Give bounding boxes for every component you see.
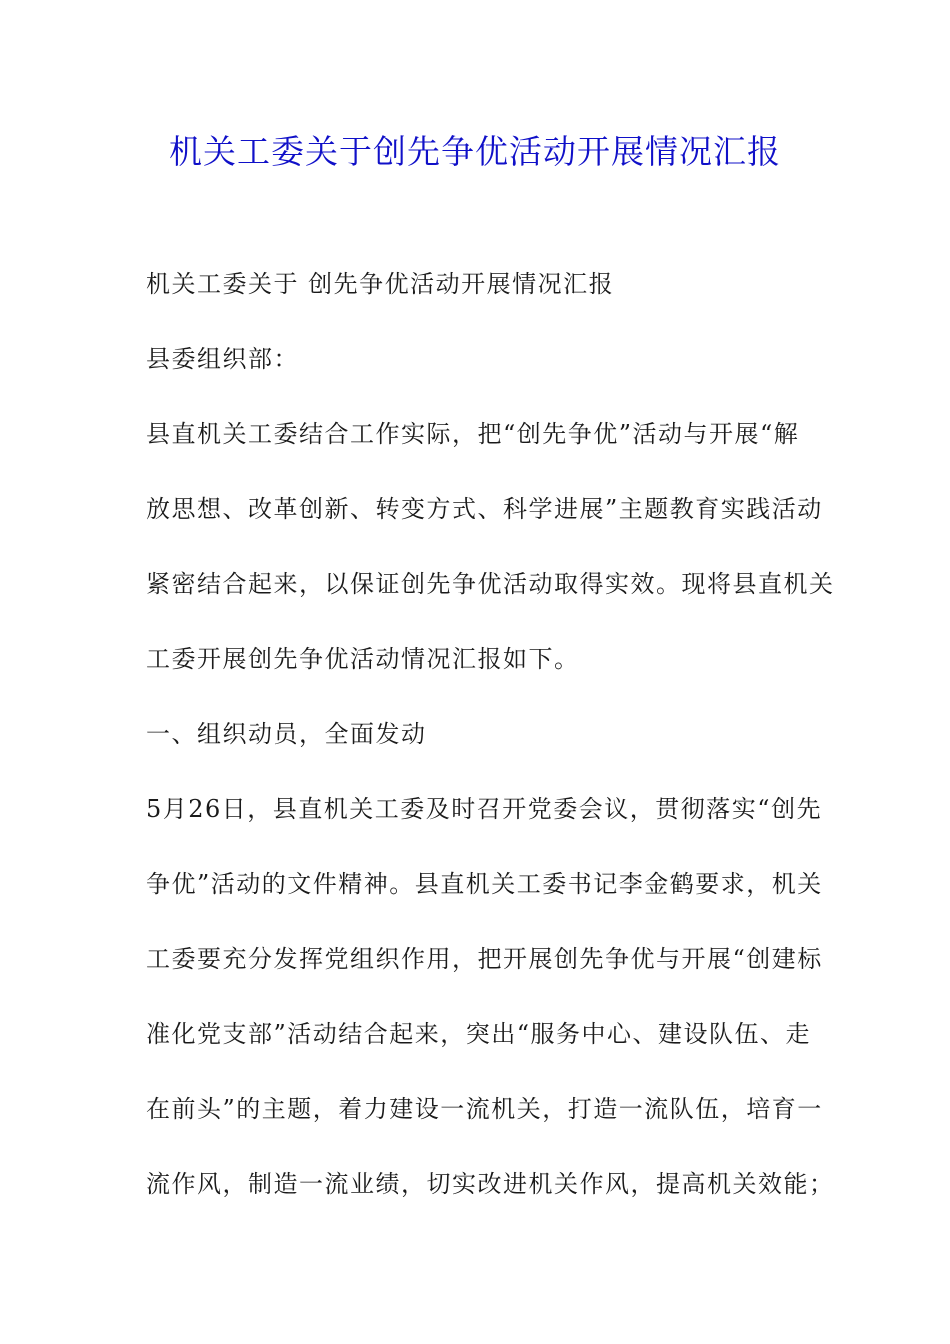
paragraph-line: 放思想、改革创新、转变方式、科学进展”主题教育实践活动 — [146, 495, 823, 523]
paragraph-line: 工委开展创先争优活动情况汇报如下。 — [146, 645, 580, 673]
section-heading: 一、组织动员，全面发动 — [146, 720, 427, 748]
document-body — [146, 247, 835, 1222]
paragraph-line: 紧密结合起来，以保证创先争优活动取得实效。现将县直机关 — [146, 570, 835, 598]
subtitle-line: 机关工委关于 创先争优活动开展情况汇报 — [146, 270, 615, 298]
paragraph-line: 在前头”的主题，着力建设一流机关，打造一流队伍，培育一 — [146, 1095, 823, 1123]
paragraph-line: 准化党支部”活动结合起来，突出“服务中心、建设队伍、走 — [146, 1020, 812, 1048]
paragraph-line: 流作风，制造一流业绩，切实改进机关作风，提高机关效能； — [146, 1170, 835, 1198]
document-title: 机关工委关于创先争优活动开展情况汇报 — [169, 132, 781, 171]
paragraph-line: 争优”活动的文件精神。县直机关工委书记李金鹤要求，机关 — [146, 870, 823, 898]
paragraph-line: 5月26日，县直机关工委及时召开党委会议，贯彻落实“创先 — [146, 795, 823, 823]
paragraph-line: 工委要充分发挥党组织作用，把开展创先争优与开展“创建标 — [146, 945, 823, 973]
paragraph-line: 县直机关工委结合工作实际，把“创先争优”活动与开展“解 — [146, 420, 800, 448]
salutation-line: 县委组织部： — [146, 345, 299, 373]
